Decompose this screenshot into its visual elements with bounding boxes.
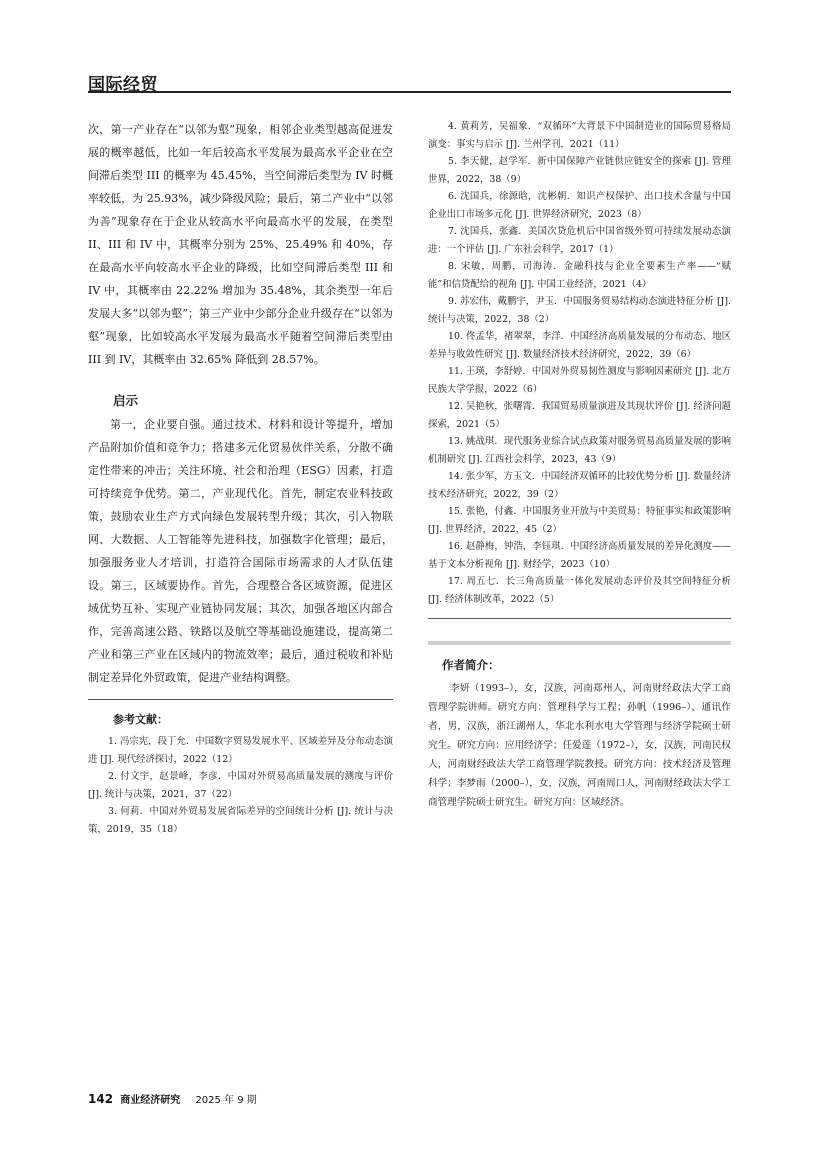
body-paragraph: 次，第一产业存在“以邻为壑”现象，相邻企业类型越高促进发展的概率越低，比如一年后较高水平发展为最高水平企业在空间滞后类型 III 的概率为 45.45%，当空间滞后类型为 IV 时概率较低，为 25.93%，减少降级风险；最后，第二产业中“以邻为善”现象存在于企业从较高水平向最高水平的发展，在类型 II、III 和 IV 中，其概率分别为 25%、25.49% 和 40%，存在最高水平向较高水平企业的降级，比如空间滞后类型 III 和 IV 中，其概率由 22.22% 增加为 35.48%，其余类型一年后发展大多“以邻为壑”；第三产业中少部分企业升级存在“以邻为壑”现象，比如较高水平发展为最高水平随着空间滞后类型由 III 到 IV，其概率由 32.65% 降低到 28.57%。 [88,123,393,366]
author-bio: 李妍（1993–），女，汉族，河南郑州人，河南财经政法大学工商管理学院讲师。研究方向：管理科学与工程；孙帆（1996–），通讯作者，男，汉族，浙江湖州人，华北水利水电大学管理与经济学院硕士研究生。研究方向：应用经济学；任爱莲（1972–），女，汉族，河南民权人，河南财经政法大学工商管理学院教授。研究方向：技术经济及管理科学；李梦雨（2000–），女，汉族，河南周口人，河南财经政法大学工商管理学院硕士研究生。研究方向：区域经济。 [428,683,731,808]
reference-item: 11. 王瑛，李舒婷．中国对外贸易韧性测度与影响因素研究 [J]. 北方民族大学学报，2022（6） [428,366,731,395]
reference-item: 13. 姚战琪．现代服务业综合试点政策对服务贸易高质量发展的影响机制研究 [J]. 江西社会科学，2023，43（9） [428,436,731,465]
reference-item: 1. 冯宗宪，段丁允．中国数字贸易发展水平、区域差异及分布动态演进 [J]. 现代经济探讨，2022（12） [88,736,393,765]
section-title: 国际经贸 [88,75,158,95]
journal-name: 商业经济研究 [120,1095,181,1106]
reference-item: 14. 张少军，方玉文．中国经济双循环的比较优势分析 [J]. 数量经济技术经济研究，2022，39（2） [428,471,731,500]
reference-item: 9. 苏宏伟，戴鹏宇，尹玉．中国服务贸易结构动态演进特征分析 [J]. 统计与决策，2022，38（2） [428,296,731,325]
body-paragraph: 第一，企业要自强。通过技术、材料和设计等提升，增加产品附加价值和竞争力；搭建多元化贸易伙伴关系，分散不确定性带来的冲击；关注环境、社会和治理（ESG）因素，打造可持续竞争优势。第二，产业现代化。首先，制定农业科技政策，鼓励农业生产方式向绿色发展转型升级；其次，引入物联网、大数据、人工智能等先进科技，加强数字化管理；最后，加强服务业人才培训，打造符合国际市场需求的人才队伍建设。第三，区域要协作。首先，合理整合各区域资源，促进区域优势互补、实现产业链协同发展；其次，加强各地区内部合作，完善高速公路、铁路以及航空等基础设施建设，提高第二产业和第三产业在区域内的物流效率；最后，通过税收和补贴制定差异化外贸政策，促进产业结构调整。 [88,418,393,684]
reference-item: 5. 李天健，赵学军．新中国保障产业链供应链安全的探索 [J]. 管理世界，2022，38（9） [428,156,731,185]
references-heading: 参考文献： [113,713,168,726]
author-box-rule [428,641,731,645]
reference-item: 3. 何莉．中国对外贸易发展省际差异的空间统计分析 [J]. 统计与决策，2019，35（18） [88,806,393,835]
reference-list [428,118,731,608]
section-heading: 启示 [113,393,139,408]
reference-item: 2. 付文宇，赵景峰，李彦．中国对外贸易高质量发展的测度与评价 [J]. 统计与决策，2021，37（22） [88,771,393,800]
reference-item: 7. 沈国兵，张鑫．美国次贷危机后中国省级外贸可持续发展动态演进：一个评估 [J]. 广东社会科学，2017（1） [428,226,731,255]
reference-item: 10. 佟孟华，褚翠翠，李洋．中国经济高质量发展的分布动态、地区差异与收敛性研究 [J]. 数量经济技术经济研究，2022，39（6） [428,331,731,360]
divider [428,618,731,619]
page-number: 142 [88,1092,114,1106]
reference-list [88,733,393,838]
reference-item: 8. 宋敏，周鹏，司海涛．金融科技与企业全要素生产率——“赋能”和信贷配给的视角 [J]. 中国工业经济，2021（4） [428,261,731,290]
reference-item: 12. 吴艳秋，张曙霄．我国贸易质量演进及其现状评价 [J]. 经济问题探索，2021（5） [428,401,731,430]
left-column [88,118,393,838]
reference-item: 6. 沈国兵，徐源晗，沈彬朝．知识产权保护、出口技术含量与中国企业出口市场多元化 [J]. 世界经济研究，2023（8） [428,191,731,220]
reference-item: 4. 黄莉芳，吴福象．“双循环”大背景下中国制造业的国际贸易格局演变：事实与启示 [J]. 兰州学刊，2021（11） [428,121,731,150]
issue-label: 2025 年 9 期 [195,1095,257,1106]
header-rule [88,91,731,93]
reference-item: 15. 张艳，付鑫．中国服务业开放与中美贸易：特征事实和政策影响 [J]. 世界经济，2022，45（2） [428,506,731,535]
right-column [428,118,731,812]
author-heading: 作者简介： [442,658,500,672]
reference-item: 17. 周五七．长三角高质量一体化发展动态评价及其空间特征分析 [J]. 经济体制改革，2022（5） [428,576,731,605]
page-footer [88,1091,257,1106]
references-rule [88,699,393,700]
reference-item: 16. 赵静梅，钟浩，李钰琪．中国经济高质量发展的差异化测度——基于文本分析视角 [J]. 财经学，2023（10） [428,541,731,570]
